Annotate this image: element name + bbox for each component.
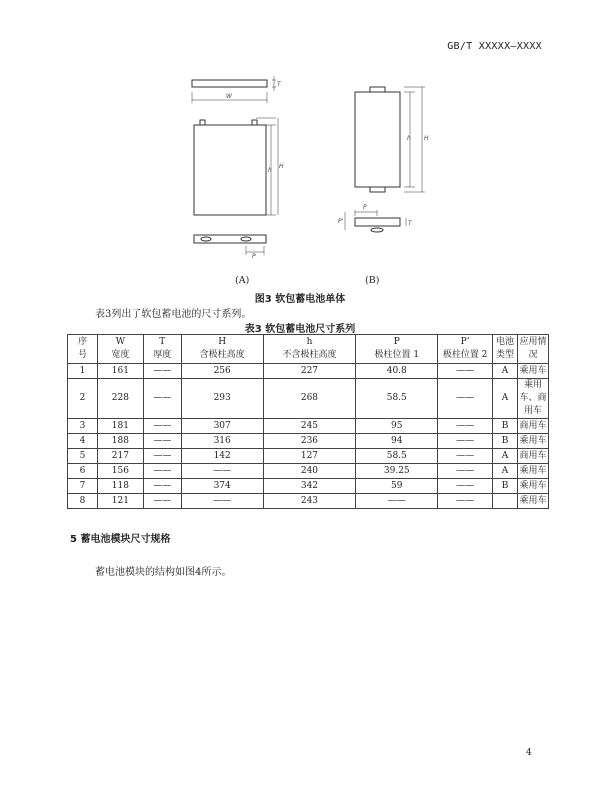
cell: 245 [263,419,356,434]
cell: —— [143,494,181,509]
header-cell: 序 号 [68,335,98,364]
cell: —— [181,494,263,509]
intro-paragraph: 表3列出了软包蓄电池的尺寸系列。 [95,309,252,320]
cell: 188 [97,434,143,449]
section-text: 蓄电池模块的结构如图4所示。 [95,567,232,578]
cell: 156 [97,464,143,479]
cell: A [493,364,518,379]
dim-label-p-b: P [363,204,367,211]
table-row [68,494,549,509]
dim-label-t-a: T [277,81,281,88]
cell: A [493,464,518,479]
cell: 商用车 [518,419,549,434]
dim-label-h-a: h [268,167,272,174]
cell: 95 [356,419,438,434]
cell: 243 [263,494,356,509]
cell: 3 [68,419,98,434]
cell: 6 [68,464,98,479]
cell: —— [438,494,493,509]
dim-label-h-b: h [407,135,411,142]
table-row [68,419,549,434]
cell: —— [438,464,493,479]
cell: B [493,479,518,494]
tab-a-left [200,120,205,125]
cell: 268 [263,379,356,419]
cell: 39.25 [356,464,438,479]
tab-b-top [370,87,385,92]
cell: —— [143,364,181,379]
header-cell: 应用情 况 [518,335,549,364]
dim-label-upper-h-a: H [279,163,284,170]
table-row [68,464,549,479]
cell: 乘用车 [518,464,549,479]
cell: 374 [181,479,263,494]
cell: —— [143,464,181,479]
table-row [68,379,549,419]
cell: —— [438,364,493,379]
table-header-row [68,335,549,364]
standard-code: GB/T XXXXX—XXXX [447,41,542,52]
cell: 4 [68,434,98,449]
cell: —— [438,479,493,494]
cell: 40.8 [356,364,438,379]
cell: —— [356,494,438,509]
cell-a-bottom-view [194,235,266,243]
cell: 161 [97,364,143,379]
dim-label-w-a: W [226,93,232,100]
header-cell: H 含极柱高度 [181,335,263,364]
cell: 乘用车 [518,364,549,379]
cell: 217 [97,449,143,464]
cell: —— [438,449,493,464]
table-row [68,479,549,494]
cell: 94 [356,434,438,449]
cell: B [493,434,518,449]
cell: 127 [263,449,356,464]
cell: 307 [181,419,263,434]
table-title: 表3 软包蓄电池尺寸系列 [244,324,356,335]
section-title: 5 蓄电池模块尺寸规格 [70,534,171,545]
cell: A [493,449,518,464]
cell: 8 [68,494,98,509]
page-number: 4 [526,748,532,758]
cell: —— [143,479,181,494]
header-cell: 电池 类型 [493,335,518,364]
cell: B [493,419,518,434]
dim-label-p-a: P [252,253,256,260]
cell: 59 [356,479,438,494]
header-cell: h 不含极柱高度 [263,335,356,364]
cell: 乘用车 [518,434,549,449]
cell: 1 [68,364,98,379]
cell: —— [143,419,181,434]
cell: 181 [97,419,143,434]
figure-label-b: (B) [365,275,380,286]
dimension-table [67,334,549,509]
cell [493,494,518,509]
tab-b-bottom [370,187,385,192]
dim-label-upper-h-b: H [424,135,429,142]
cell: 342 [263,479,356,494]
cell: 228 [97,379,143,419]
cell: A [493,379,518,419]
cell: 256 [181,364,263,379]
header-cell: P 极柱位置 1 [356,335,438,364]
cell: 乘用车 [518,494,549,509]
cell: 240 [263,464,356,479]
cell: 7 [68,479,98,494]
cell: 236 [263,434,356,449]
tab-a-right [252,120,257,125]
cell: 142 [181,449,263,464]
cell-a-top-view [192,80,267,87]
cell: —— [438,419,493,434]
header-cell: P’ 极柱位置 2 [438,335,493,364]
cell: —— [143,379,181,419]
cell: 乘用车 [518,479,549,494]
dim-label-p-prime-b: P' [338,218,344,225]
cell: 5 [68,449,98,464]
cell: 2 [68,379,98,419]
cell: 316 [181,434,263,449]
cell: 293 [181,379,263,419]
cell: —— [438,434,493,449]
cell: 121 [97,494,143,509]
table-row [68,364,549,379]
cell: 227 [263,364,356,379]
cell: —— [181,464,263,479]
cell-b-side-view [355,218,400,226]
table-row [68,449,549,464]
header-cell: T 厚度 [143,335,181,364]
cell: 乘用车、商用车 [518,379,549,419]
header-cell: W 宽度 [97,335,143,364]
cell: 58.5 [356,449,438,464]
cell: 118 [97,479,143,494]
battery-cell-figure [180,70,440,285]
cell: 58.5 [356,379,438,419]
cell: —— [143,449,181,464]
figure-caption: 图3 软包蓄电池单体 [254,294,346,305]
dim-label-t-b: T [408,220,412,227]
cell: —— [143,434,181,449]
table-row [68,434,549,449]
cell: 商用车 [518,449,549,464]
figure-label-a: (A) [235,275,250,286]
cell-a-front-view [194,125,266,215]
cell: —— [438,379,493,419]
cell-b-front-view [355,92,400,187]
